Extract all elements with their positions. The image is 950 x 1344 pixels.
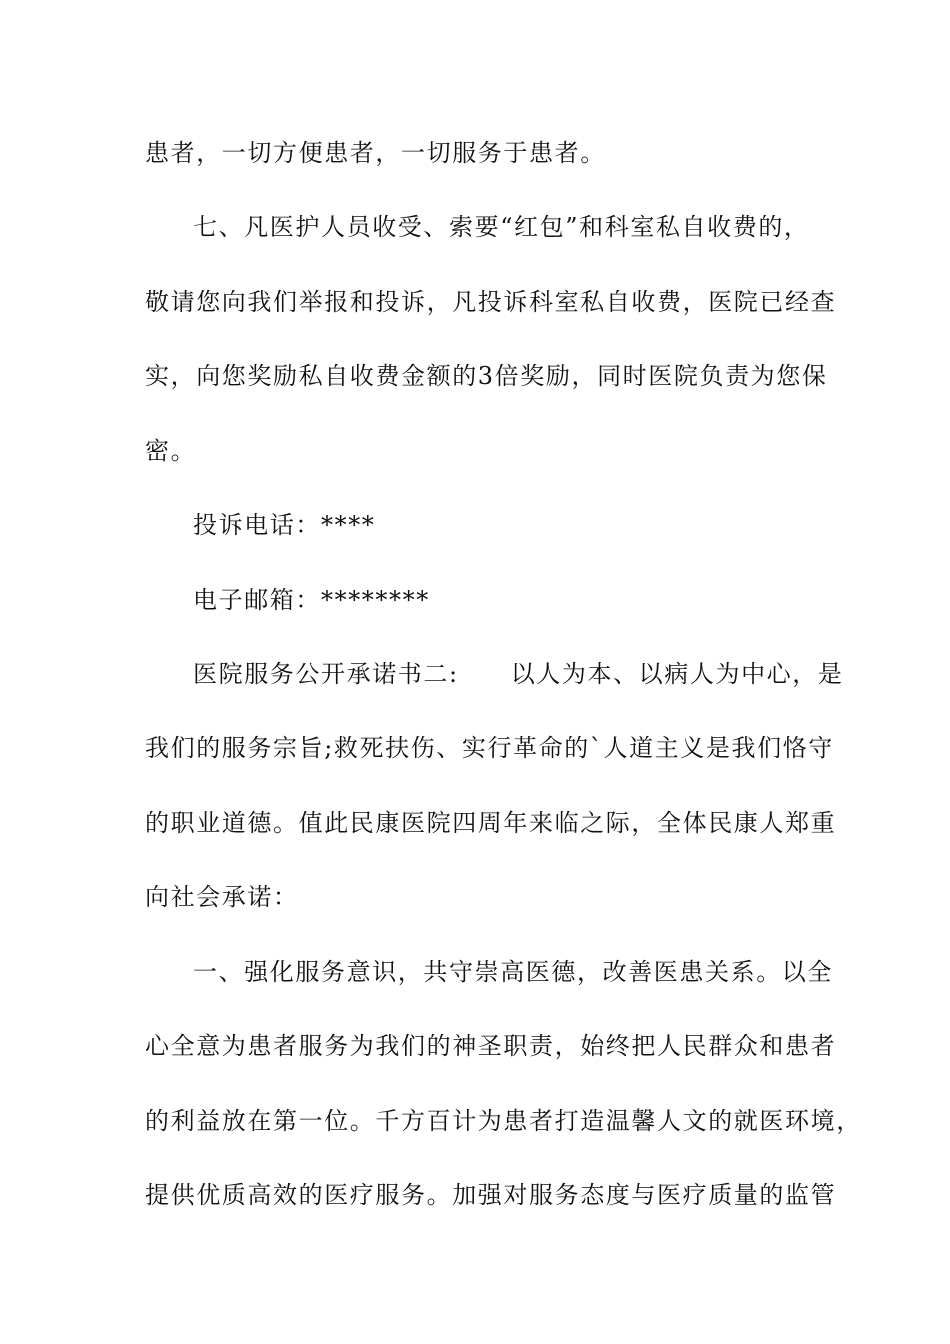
text-line: 敬请您向我们举报和投诉，凡投诉科室私自收费，医院已经查 bbox=[145, 288, 837, 316]
text-line: 七、凡医护人员收受、索要“红包”和科室私自收费的， bbox=[193, 213, 810, 241]
section-heading-line bbox=[193, 659, 844, 689]
text-line: 我们的服务宗旨;救死扶伤、实行革命的`人道主义是我们恪守 bbox=[145, 734, 834, 762]
email-line: 电子邮箱：******** bbox=[193, 586, 430, 614]
text-line: 心全意为患者服务为我们的神圣职责，始终把人民群众和患者 bbox=[145, 1032, 837, 1060]
text-line: 密。 bbox=[145, 437, 197, 465]
text-line: 提供优质高效的医疗服务。加强对服务态度与医疗质量的监管 bbox=[145, 1181, 837, 1209]
text-line: 的职业道德。值此民康医院四周年来临之际，全体民康人郑重 bbox=[145, 809, 837, 837]
section-heading: 医院服务公开承诺书二: bbox=[193, 660, 459, 688]
text-line: 一、强化服务意识，共守崇高医德，改善医患关系。以全 bbox=[193, 958, 833, 986]
text-line: 患者，一切方便患者，一切服务于患者。 bbox=[145, 139, 606, 167]
text-line: 实，向您奖励私自收费金额的3倍奖励，同时医院负责为您保 bbox=[145, 362, 828, 390]
complaint-phone: 投诉电话：**** bbox=[193, 511, 376, 539]
text-span: 以人为本、以病人为中心，是 bbox=[510, 660, 844, 688]
text-line: 的利益放在第一位。千方百计为患者打造温馨人文的就医环境， bbox=[145, 1107, 862, 1135]
text-line: 向社会承诺： bbox=[145, 883, 299, 911]
